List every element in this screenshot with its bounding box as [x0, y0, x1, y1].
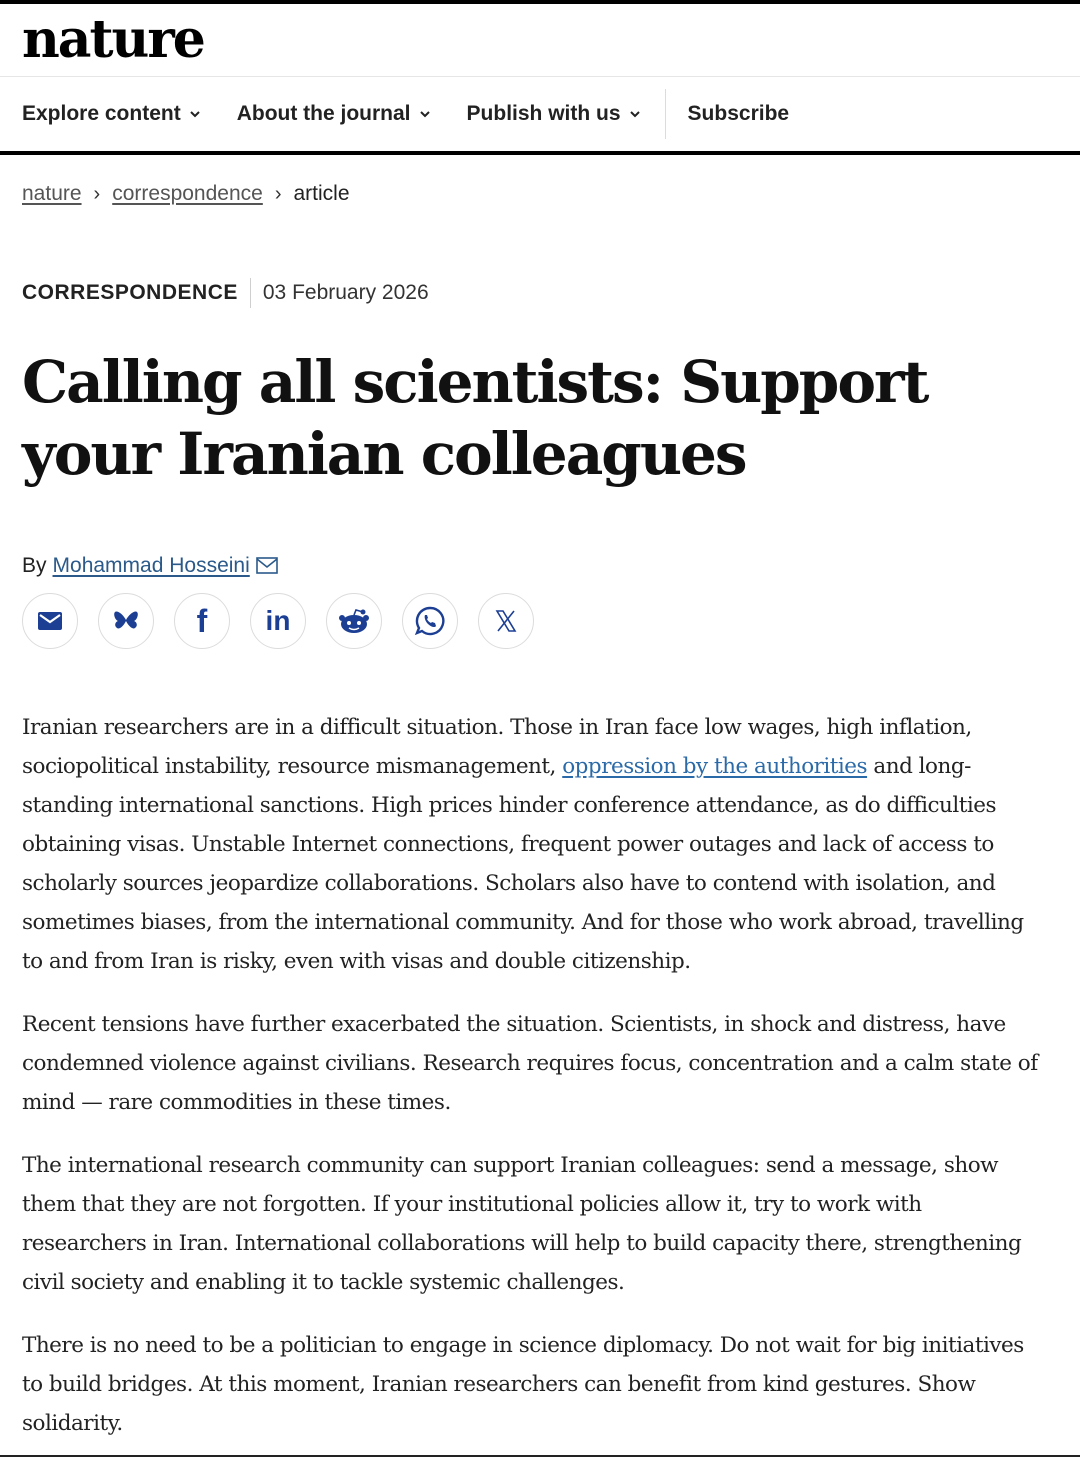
paragraph: There is no need to be a politician to engage in science diplomacy. Do not wait for big initiatives to build bridges. At this moment, Iranian researchers can benefit from kind gestures. Show solidarity. [22, 1333, 1024, 1436]
chevron-down-icon [189, 108, 201, 120]
breadcrumb [22, 182, 350, 206]
facebook-icon: f [196, 602, 208, 639]
chevron-down-icon [419, 108, 431, 120]
nature-logo[interactable]: nature [22, 9, 204, 70]
meta-divider [250, 278, 251, 308]
byline-prefix: By [22, 554, 47, 577]
paragraph-text: and long-standing international sanctions. High prices hinder conference attendance, as do difficulties obtaining visas. Unstable Internet connections, frequent power outages and lack of access to scholarly sources jeopardize collaborations. Scholars also have to contend with isolation, and sometimes biases, from the international community. And for those who work abroad, travelling to and from Iran is risky, even with visas and double citizenship. [22, 754, 1024, 974]
chevron-right-icon: › [274, 182, 282, 205]
share-buttons [22, 593, 554, 649]
nav-about-journal[interactable] [237, 102, 431, 126]
linkedin-icon: in [265, 605, 291, 636]
article-body [22, 708, 1042, 1467]
subscribe-link[interactable]: Subscribe [687, 102, 790, 125]
nav-publish[interactable] [467, 102, 641, 126]
nav-explore-content[interactable] [22, 102, 201, 126]
breadcrumb-nature[interactable]: nature [22, 182, 82, 205]
paragraph: The international research community can support Iranian colleagues: send a message, show them that they are not forgotten. If your institutional policies allow it, try to work with researchers in Iran. International collaborations will help to build capacity there, strengthening civil society and enabling it to tackle systemic challenges. [22, 1153, 1022, 1295]
reddit-icon [338, 608, 370, 634]
breadcrumb-correspondence[interactable]: correspondence [112, 182, 263, 205]
share-x-button[interactable] [478, 593, 534, 649]
paragraph [22, 708, 1042, 981]
article-type: CORRESPONDENCE [22, 281, 238, 304]
publication-date: 03 February 2026 [262, 281, 429, 304]
author-link[interactable]: Mohammad Hosseini [52, 554, 250, 577]
share-whatsapp-button[interactable] [402, 593, 458, 649]
paragraph-text: Iranian researchers are in a difficult situation. Those in Iran face low wages, high inflation, sociopolitical instability, resource mismanagement, [22, 715, 972, 779]
share-bluesky-button[interactable] [98, 593, 154, 649]
byline [22, 554, 278, 578]
article-meta [22, 278, 429, 308]
main-nav [0, 77, 1080, 155]
oppression-link[interactable]: oppression by the authorities [562, 754, 868, 779]
masthead [0, 4, 1080, 76]
whatsapp-icon [414, 605, 446, 637]
email-icon [37, 611, 63, 631]
share-linkedin-button[interactable] [250, 593, 306, 649]
article-title: Calling all scientists: Support your Iranian colleagues [22, 348, 928, 488]
bluesky-icon [112, 609, 140, 633]
breadcrumb-current: article [293, 182, 350, 205]
nav-separator [665, 89, 666, 139]
chevron-down-icon [629, 108, 641, 120]
share-reddit-button[interactable] [326, 593, 382, 649]
share-email-button[interactable] [22, 593, 78, 649]
chevron-right-icon: › [93, 182, 101, 205]
nav-label: About the journal [236, 102, 411, 125]
envelope-icon[interactable] [256, 557, 278, 575]
x-icon [494, 609, 518, 633]
nav-label: Publish with us [466, 102, 621, 125]
paragraph: Recent tensions have further exacerbated the situation. Scientists, in shock and distress, have condemned violence against civilians. Research requires focus, concentration and a calm state of mind — rare commodities in these times. [22, 1012, 1038, 1115]
nav-label: Explore content [22, 102, 181, 125]
share-facebook-button[interactable] [174, 593, 230, 649]
